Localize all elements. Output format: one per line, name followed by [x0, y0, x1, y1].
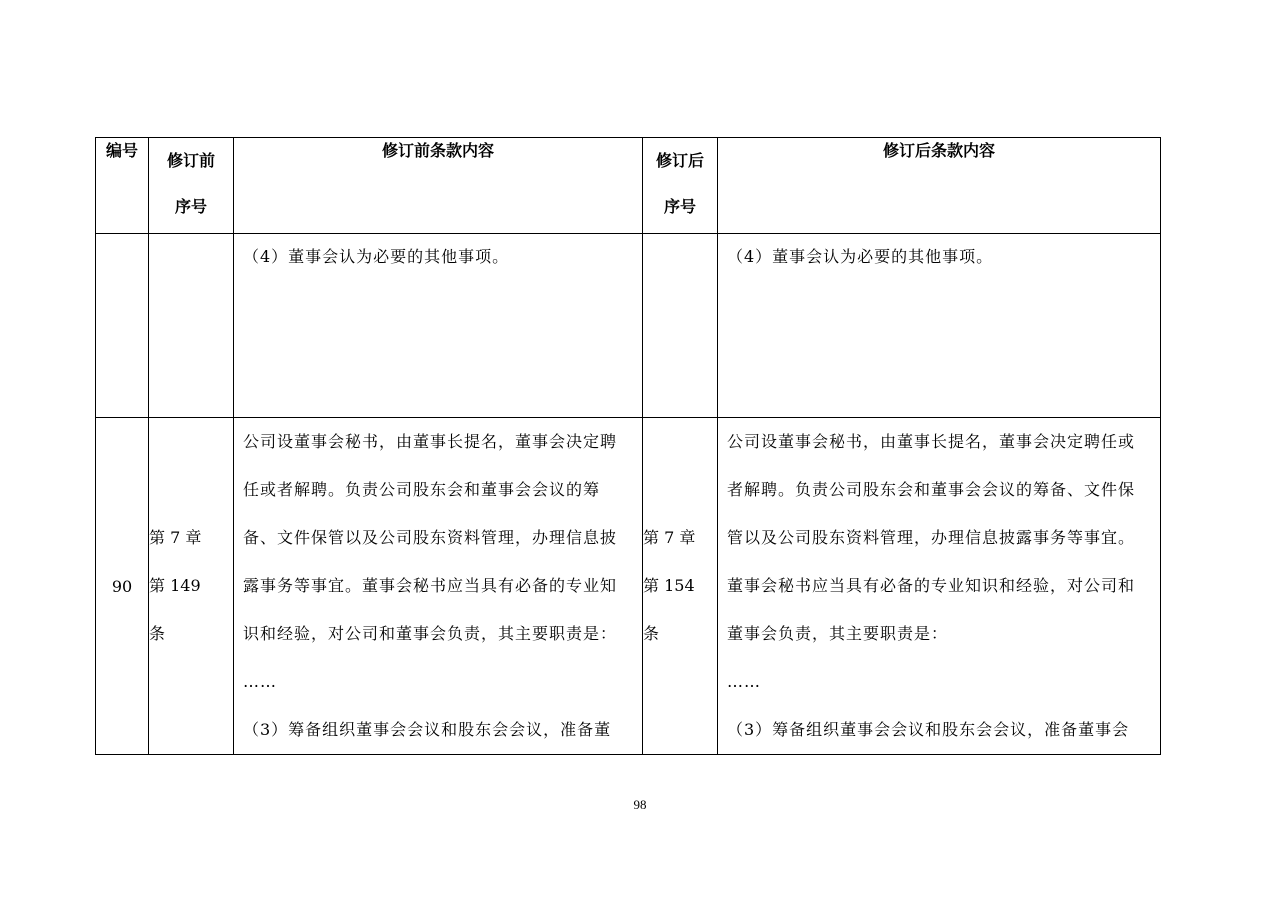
header-before-seq-line2: 序号 [174, 197, 207, 216]
row-no [96, 234, 149, 418]
row-before-seq: 第 7 章 第 149 条 [149, 418, 234, 755]
row-before-content: 公司设董事会秘书，由董事长提名，董事会决定聘任或者解聘。负责公司股东会和董事会会议的筹备、文件保管以及公司股东资料管理，办理信息披露事务等事宜。董事会秘书应当具有必备的专业知识和经验，对公司和董事会负责，其主要职责是： …… （3）筹备组织董事会会议和股东会会议，准备董 [243, 432, 618, 739]
page-number: 98 [633, 797, 647, 812]
row-after-content-cell [718, 234, 1161, 418]
header-no: 编号 [96, 138, 149, 234]
row-after-content: （4）董事会认为必要的其他事项。 [727, 247, 994, 266]
revision-comparison-table [95, 137, 1161, 755]
row-before-seq [149, 234, 234, 418]
row-after-content-cell [718, 418, 1161, 755]
row-before-content-cell [234, 234, 643, 418]
row-before-content-cell [234, 418, 643, 755]
row-after-seq [643, 234, 718, 418]
row-before-content: （4）董事会认为必要的其他事项。 [243, 247, 510, 266]
header-after-seq-line1: 修订后 [655, 151, 704, 170]
row-after-seq: 第 7 章 第 154 条 [643, 418, 718, 755]
header-after-seq-line2: 序号 [663, 197, 696, 216]
table-row [96, 234, 1161, 418]
row-after-content: 公司设董事会秘书，由董事长提名，董事会决定聘任或者解聘。负责公司股东会和董事会会议的筹备、文件保管以及公司股东资料管理，办理信息披露事务等事宜。董事会秘书应当具有必备的专业知识和经验，对公司和董事会负责，其主要职责是： …… （3）筹备组织董事会会议和股东会会议，准备董事会 [727, 432, 1136, 739]
header-before-content: 修订前条款内容 [234, 138, 643, 234]
table-header-row [96, 138, 1161, 234]
table-row [96, 418, 1161, 755]
header-after-seq [643, 138, 718, 234]
header-after-content: 修订后条款内容 [718, 138, 1161, 234]
row-no: 90 [96, 418, 149, 755]
header-before-seq [149, 138, 234, 234]
header-before-seq-line1: 修订前 [166, 151, 215, 170]
